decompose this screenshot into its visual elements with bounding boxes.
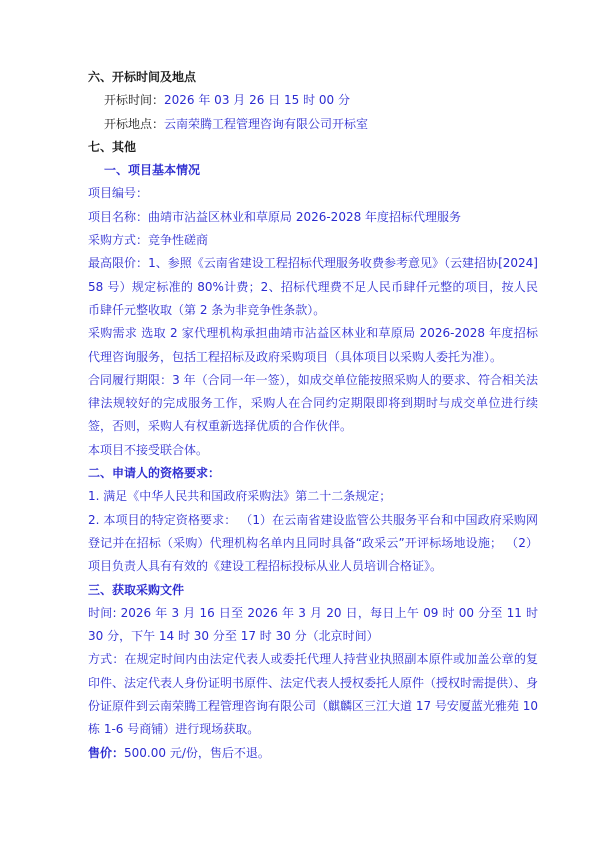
bid-opening-place-line [88,113,538,136]
text-segment: 2026 年 03 月 26 日 15 时 00 分 [164,93,350,108]
text-segment: 三、获取采购文件 [88,582,185,597]
price-line [88,742,538,765]
text-segment: 2. 本项目的特定资格要求： （1）在云南省建设监管公共服务平台和中国政府采购网登记并在招标（采购）代理机构名单内且同时具备“政采云”开评标场地设施； （2）项目负责人具有有效的《建设工程招标投标从业人员培训合格证》。 [88,512,538,574]
text-segment: 500.00 元/份，售后不退。 [124,745,270,760]
text-segment: 本项目不接受联合体。 [88,442,209,457]
max-price-paragraph [88,252,538,322]
qualification-item-2 [88,509,538,579]
project-number-line [88,182,538,205]
document-method-paragraph [88,648,538,741]
subsection-1-heading [88,159,538,182]
document-body [88,66,538,765]
text-segment: 开标地点： [104,116,165,131]
text-segment: 七、其他 [88,139,137,154]
qualification-item-1 [88,485,538,508]
text-segment: 售价： [88,745,125,760]
subsection-3-heading [88,579,538,602]
text-segment: 项目名称：曲靖市沾益区林业和草原局 2026-2028 年度招标代理服务 [88,209,462,224]
text-segment: 1. 满足《中华人民共和国政府采购法》第二十二条规定； [88,489,392,504]
text-segment: 项目编号： [88,186,149,201]
text-segment: 开标时间： [104,93,165,108]
text-segment: 合同履行期限：3 年（合同一年一签），如成交单位能按照采购人的要求、符合相关法律法规较好的完成服务工作，采购人在合同约定期限即将到期时与成交单位进行续签，否则，采购人有权重新选择优质的合作伙伴。 [88,372,538,434]
contract-term-paragraph [88,369,538,439]
document-time-paragraph [88,602,538,649]
procurement-method-line [88,229,538,252]
text-segment: 方式：在规定时间内由法定代表人或委托代理人持营业执照副本原件或加盖公章的复印件、法定代表人身份证明书原件、法定代表人授权委托人原件（授权时需提供）、身份证原件到云南荣腾工程管理咨询有限公司（麒麟区三江大道 17 号安厦蓝光雅苑 10 栋 1-6 号商铺）进行现场获取。 [88,652,539,737]
text-segment: 一、项目基本情况 [104,163,201,178]
text-segment: 六、开标时间及地点 [88,70,197,84]
project-name-line [88,206,538,229]
procurement-demand-paragraph [88,322,538,369]
text-segment: 最高限价：1、参照《云南省建设工程招标代理服务收费参考意见》（云建招协[2024]58 号）规定标准的 80%计费；2、招标代理费不足人民币肆仟元整的项目，按人民币肆仟元整收取（第 2 条为非竞争性条款）。 [88,256,538,317]
section-6-heading [88,66,538,89]
text-segment: 时间: 2026 年 3 月 16 日至 2026 年 3 月 20 日，每日上午 09 时 00 分至 11 时 30 分，下午 14 时 30 分至 17 时 30 分（北京时间） [88,605,538,644]
text-segment: 云南荣腾工程管理咨询有限公司开标室 [164,116,369,131]
subsection-2-heading [88,462,538,485]
text-segment: 二、申请人的资格要求： [88,466,221,481]
text-segment: 采购方式：竞争性磋商 [88,233,209,248]
no-consortium-line [88,439,538,462]
text-segment: 采购需求 选取 2 家代理机构承担曲靖市沾益区林业和草原局 2026-2028 年度招标代理咨询服务，包括工程招标及政府采购项目（具体项目以采购人委托为准）。 [88,326,538,364]
section-7-heading [88,136,538,159]
bid-opening-time-line [88,89,538,112]
